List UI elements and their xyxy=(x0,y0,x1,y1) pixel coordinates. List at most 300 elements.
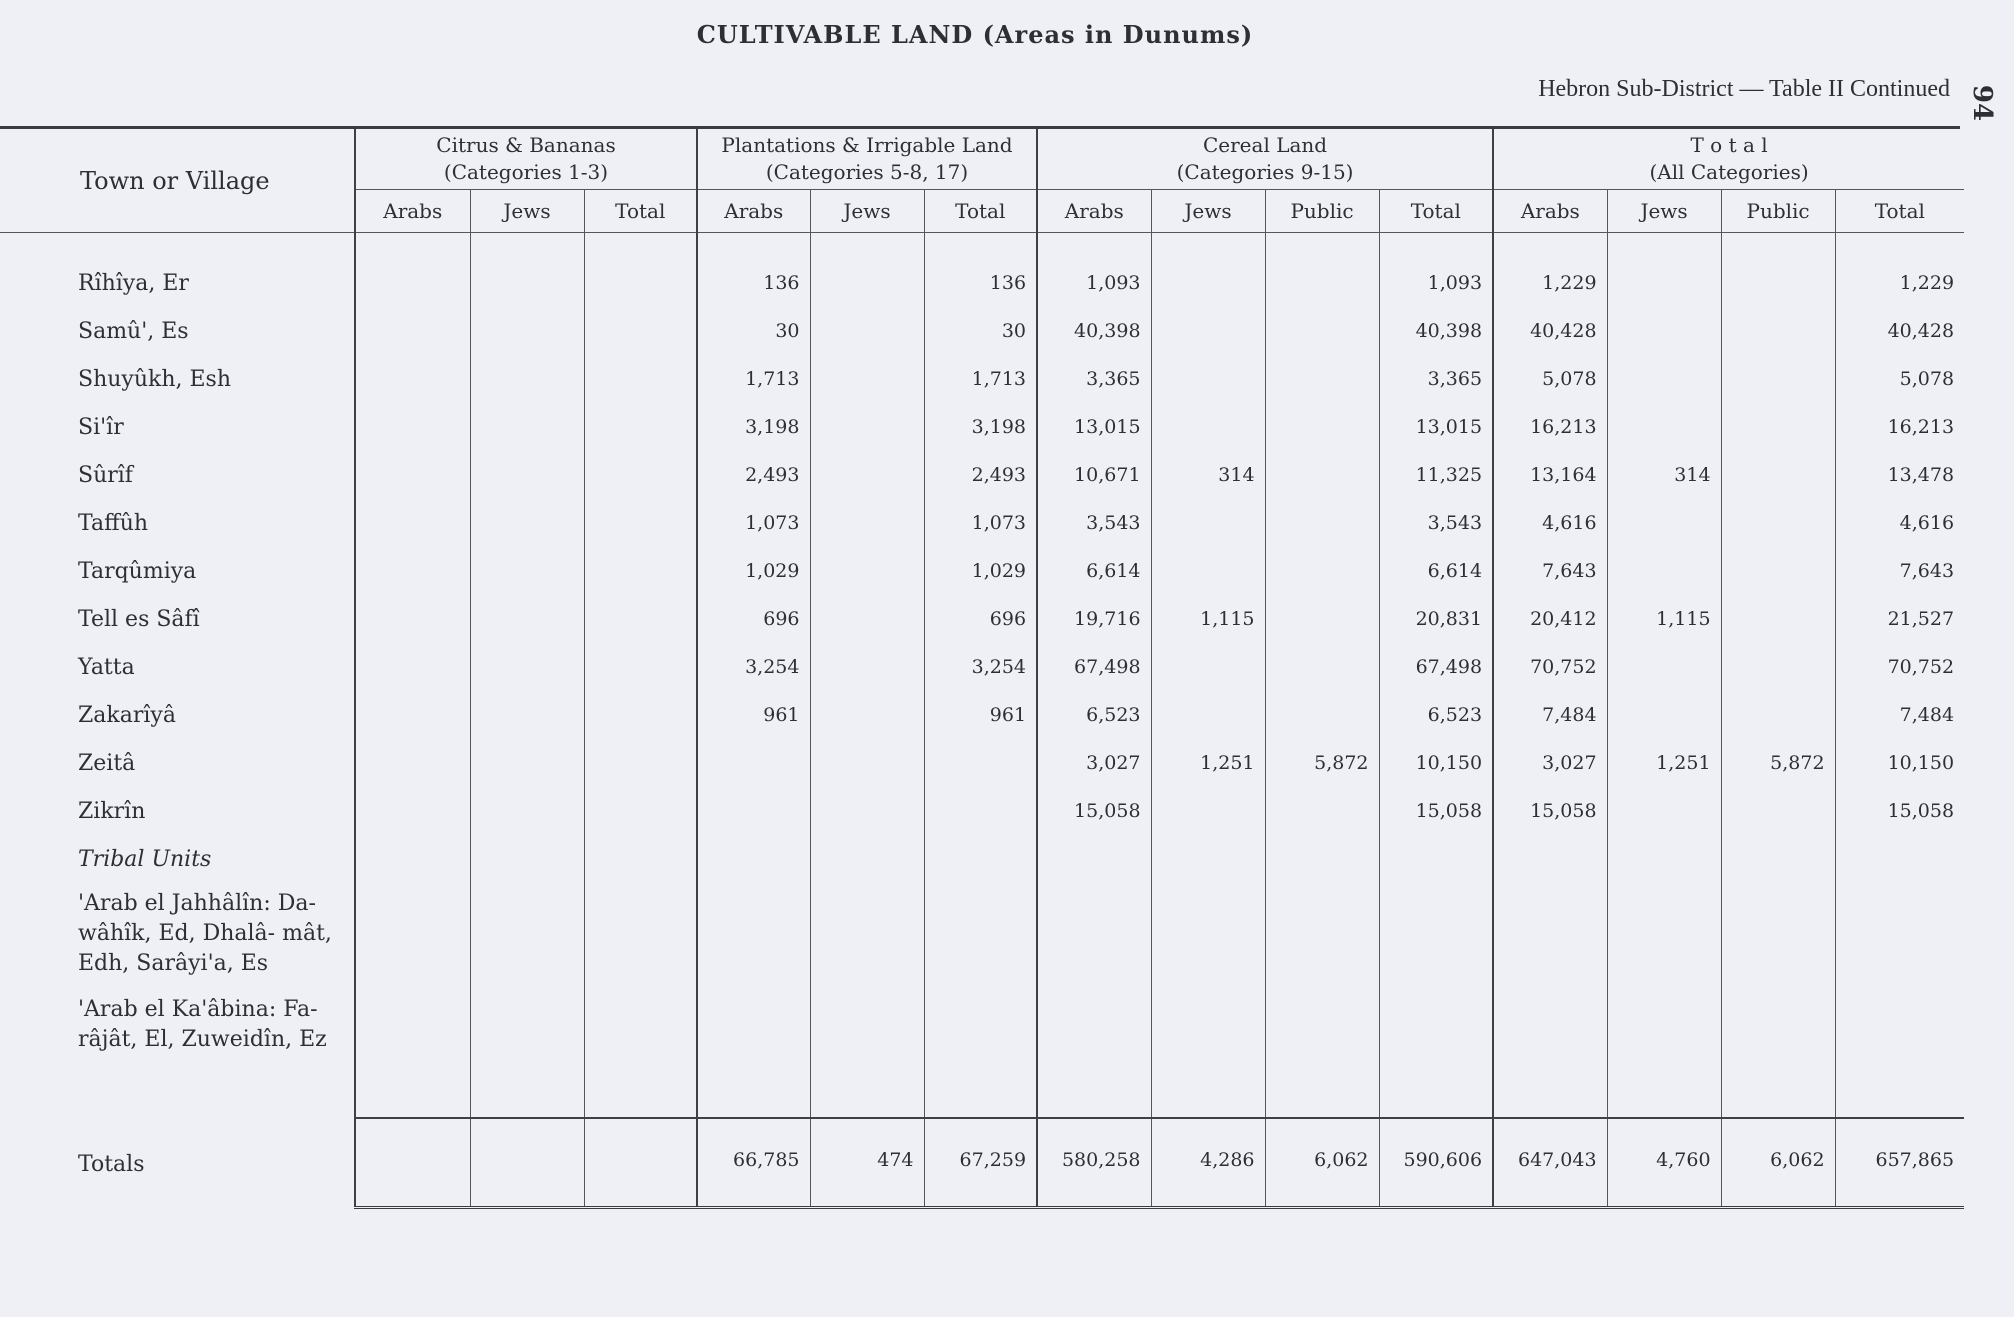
table-cell xyxy=(1607,835,1721,883)
table-cell xyxy=(924,233,1037,260)
table-row xyxy=(0,499,1964,547)
table-cell xyxy=(470,307,584,355)
table-cell xyxy=(1151,989,1265,1091)
table-cell: 11,325 xyxy=(1379,451,1493,499)
table-cell xyxy=(584,883,697,989)
table-cell xyxy=(470,403,584,451)
tribal-unit-row xyxy=(0,989,1964,1091)
table-cell xyxy=(1721,547,1835,595)
group-header-line: (All Categories) xyxy=(1649,160,1809,184)
table-cell xyxy=(697,835,810,883)
table-cell xyxy=(1265,989,1379,1091)
table-cell: 7,484 xyxy=(1493,691,1607,739)
table-cell xyxy=(1721,787,1835,835)
table-cell: 1,073 xyxy=(924,499,1037,547)
table-cell xyxy=(697,787,810,835)
table-cell xyxy=(470,989,584,1091)
table-cell xyxy=(1721,883,1835,989)
table-cell: 3,027 xyxy=(1493,739,1607,787)
table-cell xyxy=(1835,835,1964,883)
column-header: Jews xyxy=(810,190,924,233)
table-cell xyxy=(1721,233,1835,260)
table-cell xyxy=(810,691,924,739)
table-cell: 4,286 xyxy=(1151,1118,1265,1200)
bottom-rule-cell xyxy=(924,1200,1037,1208)
table-cell xyxy=(584,835,697,883)
column-header: Arabs xyxy=(697,190,810,233)
table-row xyxy=(0,595,1964,643)
table-cell xyxy=(1151,883,1265,989)
table-cell xyxy=(1265,883,1379,989)
table-cell xyxy=(1265,835,1379,883)
table-cell xyxy=(810,403,924,451)
table-subtitle: Hebron Sub-District — Table II Continued xyxy=(1538,76,1950,102)
table-cell: 5,872 xyxy=(1721,739,1835,787)
table-cell xyxy=(470,739,584,787)
table-cell xyxy=(924,739,1037,787)
table-cell: 961 xyxy=(697,691,810,739)
table-cell xyxy=(584,643,697,691)
table-cell xyxy=(1151,835,1265,883)
table-cell: 1,229 xyxy=(1835,259,1964,307)
table-cell xyxy=(470,1091,584,1118)
table-cell: 7,484 xyxy=(1835,691,1964,739)
table-cell xyxy=(1265,643,1379,691)
village-name: Tell es Sâfî xyxy=(78,606,200,632)
table-cell xyxy=(1721,691,1835,739)
group-header-cereal xyxy=(1037,129,1493,190)
column-header: Total xyxy=(1379,190,1493,233)
table-cell: 961 xyxy=(924,691,1037,739)
table-cell xyxy=(810,835,924,883)
table-cell: 3,254 xyxy=(924,643,1037,691)
table-cell: 30 xyxy=(697,307,810,355)
table-cell: 15,058 xyxy=(1493,787,1607,835)
table-cell xyxy=(1265,233,1379,260)
column-header: Jews xyxy=(1151,190,1265,233)
table-row xyxy=(0,259,1964,307)
table-cell xyxy=(810,499,924,547)
table-cell: 16,213 xyxy=(1493,403,1607,451)
table-cell xyxy=(584,547,697,595)
column-header: Arabs xyxy=(1037,190,1151,233)
table-cell xyxy=(1607,883,1721,989)
table-cell xyxy=(1607,233,1721,260)
group-header-line: Citrus & Bananas xyxy=(436,133,616,157)
table-cell: 40,428 xyxy=(1835,307,1964,355)
table-cell: 3,543 xyxy=(1379,499,1493,547)
table-cell xyxy=(1721,1091,1835,1118)
table-cell xyxy=(1151,403,1265,451)
group-header-total xyxy=(1493,129,1964,190)
totals-label: Totals xyxy=(78,1151,145,1177)
table-cell: 67,498 xyxy=(1379,643,1493,691)
table-cell: 13,478 xyxy=(1835,451,1964,499)
table-cell: 19,716 xyxy=(1037,595,1151,643)
village-name: Samû', Es xyxy=(78,318,189,344)
table-cell xyxy=(810,307,924,355)
table-cell xyxy=(1151,307,1265,355)
table-cell xyxy=(924,883,1037,989)
table-cell: 1,029 xyxy=(924,547,1037,595)
table-cell xyxy=(584,739,697,787)
table-cell xyxy=(355,595,470,643)
column-header: Total xyxy=(924,190,1037,233)
table-cell xyxy=(1607,787,1721,835)
table-cell: 314 xyxy=(1607,451,1721,499)
table-cell xyxy=(924,1091,1037,1118)
table-row xyxy=(0,643,1964,691)
table-cell: 66,785 xyxy=(697,1118,810,1200)
table-row xyxy=(0,355,1964,403)
table-cell xyxy=(1265,595,1379,643)
table-cell xyxy=(1721,643,1835,691)
bottom-rule-cell xyxy=(1607,1200,1721,1208)
village-name: Si'îr xyxy=(78,414,124,440)
table-cell xyxy=(1151,499,1265,547)
table-cell: 6,614 xyxy=(1037,547,1151,595)
table-cell: 3,365 xyxy=(1037,355,1151,403)
table-cell: 3,198 xyxy=(697,403,810,451)
table-cell xyxy=(1607,499,1721,547)
village-name: Zeitâ xyxy=(78,750,136,776)
table-cell: 6,614 xyxy=(1379,547,1493,595)
spacer-cell xyxy=(0,1200,355,1208)
table-cell xyxy=(1835,233,1964,260)
table-cell xyxy=(1151,547,1265,595)
page-number: 94 xyxy=(1966,84,1997,122)
table-cell xyxy=(584,1091,697,1118)
table-cell xyxy=(470,691,584,739)
bottom-rule-cell xyxy=(1721,1200,1835,1208)
table-cell: 40,428 xyxy=(1493,307,1607,355)
table-cell: 136 xyxy=(924,259,1037,307)
table-cell xyxy=(1379,1091,1493,1118)
table-cell: 2,493 xyxy=(697,451,810,499)
table-cell: 314 xyxy=(1151,451,1265,499)
table-cell xyxy=(810,547,924,595)
tribal-units-heading: Tribal Units xyxy=(78,846,212,872)
bottom-rule-cell xyxy=(1037,1200,1151,1208)
table-cell: 67,259 xyxy=(924,1118,1037,1200)
table-cell: 15,058 xyxy=(1037,787,1151,835)
table-row xyxy=(0,451,1964,499)
table-cell xyxy=(355,233,470,260)
table-cell xyxy=(697,233,810,260)
table-cell xyxy=(1607,259,1721,307)
table-cell xyxy=(697,1091,810,1118)
table-cell xyxy=(1151,355,1265,403)
table-cell: 70,752 xyxy=(1493,643,1607,691)
bottom-rule-cell xyxy=(355,1200,470,1208)
village-name: Tarqûmiya xyxy=(78,558,197,584)
table-cell: 70,752 xyxy=(1835,643,1964,691)
bottom-rule-cell xyxy=(470,1200,584,1208)
table-cell xyxy=(1721,403,1835,451)
table-cell xyxy=(1835,883,1964,989)
column-header: Arabs xyxy=(355,190,470,233)
table-cell xyxy=(924,989,1037,1091)
spacer-cell xyxy=(0,233,355,260)
table-cell: 30 xyxy=(924,307,1037,355)
table-cell: 16,213 xyxy=(1835,403,1964,451)
table-cell: 1,115 xyxy=(1607,595,1721,643)
table-cell xyxy=(924,835,1037,883)
table-cell: 6,062 xyxy=(1265,1118,1379,1200)
table-cell xyxy=(1037,883,1151,989)
table-cell xyxy=(470,451,584,499)
table-row xyxy=(0,307,1964,355)
column-header: Jews xyxy=(470,190,584,233)
table-cell xyxy=(1151,259,1265,307)
table-cell xyxy=(355,451,470,499)
group-header-citrus xyxy=(355,129,697,190)
group-header-line: (Categories 1-3) xyxy=(443,160,609,184)
table-cell xyxy=(1265,1091,1379,1118)
column-header: Jews xyxy=(1607,190,1721,233)
table-cell xyxy=(584,307,697,355)
table-row xyxy=(0,787,1964,835)
bottom-rule-cell xyxy=(1379,1200,1493,1208)
table-cell xyxy=(1721,355,1835,403)
bottom-rule-cell xyxy=(1835,1200,1964,1208)
table-cell xyxy=(355,883,470,989)
table-cell xyxy=(470,233,584,260)
table-cell xyxy=(470,787,584,835)
table-cell xyxy=(355,307,470,355)
table-cell xyxy=(1379,989,1493,1091)
table-cell xyxy=(470,595,584,643)
table-cell: 3,365 xyxy=(1379,355,1493,403)
table-cell xyxy=(1607,307,1721,355)
table-cell: 1,093 xyxy=(1379,259,1493,307)
table-cell xyxy=(1265,259,1379,307)
table-cell xyxy=(584,595,697,643)
table-cell xyxy=(1607,1091,1721,1118)
cultivable-land-table xyxy=(0,129,1964,1209)
village-name: Zikrîn xyxy=(78,798,146,824)
bottom-rule-cell xyxy=(810,1200,924,1208)
table-cell xyxy=(1037,835,1151,883)
table-cell: 10,150 xyxy=(1379,739,1493,787)
table-cell xyxy=(470,1118,584,1200)
bottom-rule-cell xyxy=(1265,1200,1379,1208)
table-cell xyxy=(1493,233,1607,260)
table-cell xyxy=(1835,989,1964,1091)
table-cell: 590,606 xyxy=(1379,1118,1493,1200)
table-cell xyxy=(697,883,810,989)
spacer-row xyxy=(0,233,1964,260)
table-cell xyxy=(924,787,1037,835)
table-cell xyxy=(584,259,697,307)
table-cell: 6,523 xyxy=(1037,691,1151,739)
table-cell xyxy=(355,499,470,547)
table-cell: 136 xyxy=(697,259,810,307)
table-cell xyxy=(355,1091,470,1118)
table-cell xyxy=(1037,989,1151,1091)
table-cell xyxy=(1721,307,1835,355)
table-cell: 657,865 xyxy=(1835,1118,1964,1200)
table-cell xyxy=(810,233,924,260)
table-cell: 1,073 xyxy=(697,499,810,547)
table-cell xyxy=(1151,1091,1265,1118)
table-cell xyxy=(1607,355,1721,403)
table-cell: 15,058 xyxy=(1379,787,1493,835)
table-cell xyxy=(355,643,470,691)
village-name: Yatta xyxy=(78,654,135,680)
table-cell xyxy=(584,989,697,1091)
table-cell xyxy=(810,355,924,403)
table-cell xyxy=(1265,307,1379,355)
table-cell: 1,115 xyxy=(1151,595,1265,643)
table-cell: 21,527 xyxy=(1835,595,1964,643)
table-row xyxy=(0,691,1964,739)
table-cell: 696 xyxy=(697,595,810,643)
table-cell xyxy=(355,355,470,403)
table-row xyxy=(0,547,1964,595)
table-cell xyxy=(810,595,924,643)
table-cell xyxy=(1493,883,1607,989)
table-cell xyxy=(355,403,470,451)
table-cell xyxy=(1037,1091,1151,1118)
table-cell xyxy=(1721,835,1835,883)
table-cell xyxy=(584,451,697,499)
table-cell: 4,760 xyxy=(1607,1118,1721,1200)
table-cell xyxy=(1151,643,1265,691)
column-header: Total xyxy=(584,190,697,233)
table-cell: 3,198 xyxy=(924,403,1037,451)
table-cell xyxy=(355,835,470,883)
table-cell xyxy=(1493,1091,1607,1118)
table-cell xyxy=(355,259,470,307)
table-row xyxy=(0,403,1964,451)
table-cell xyxy=(810,1091,924,1118)
table-cell xyxy=(1151,787,1265,835)
table-cell: 1,029 xyxy=(697,547,810,595)
group-header-line: T o t a l xyxy=(1690,133,1768,157)
table-cell xyxy=(1721,499,1835,547)
table-cell xyxy=(355,1118,470,1200)
table-cell xyxy=(810,739,924,787)
group-header-line: (Categories 9-15) xyxy=(1176,160,1354,184)
table-cell xyxy=(1835,1091,1964,1118)
village-name: Sûrîf xyxy=(78,462,133,488)
table-cell xyxy=(355,787,470,835)
table-cell xyxy=(1721,259,1835,307)
table-cell xyxy=(810,883,924,989)
table-cell: 5,078 xyxy=(1493,355,1607,403)
table-cell xyxy=(584,499,697,547)
table-cell xyxy=(810,259,924,307)
table-cell xyxy=(1265,547,1379,595)
column-header: Total xyxy=(1835,190,1964,233)
table-cell xyxy=(470,499,584,547)
group-header-line: Plantations & Irrigable Land xyxy=(721,133,1013,157)
table-cell: 6,523 xyxy=(1379,691,1493,739)
table-cell xyxy=(1265,355,1379,403)
table-cell: 40,398 xyxy=(1379,307,1493,355)
table-cell xyxy=(470,883,584,989)
table-cell xyxy=(697,739,810,787)
table-cell: 4,616 xyxy=(1493,499,1607,547)
table-cell xyxy=(1721,989,1835,1091)
tribal-unit-name: 'Arab el Ka'âbina: Fa- râjât, El, Zuweidîn, Ez xyxy=(78,997,327,1052)
table-cell: 15,058 xyxy=(1835,787,1964,835)
table-cell xyxy=(1265,691,1379,739)
table-cell: 1,713 xyxy=(697,355,810,403)
table-cell: 696 xyxy=(924,595,1037,643)
table-cell xyxy=(470,259,584,307)
table-cell: 2,493 xyxy=(924,451,1037,499)
column-header: Public xyxy=(1265,190,1379,233)
table-cell xyxy=(1493,989,1607,1091)
table-cell: 3,254 xyxy=(697,643,810,691)
table-cell xyxy=(470,355,584,403)
table-cell xyxy=(697,989,810,1091)
table-cell: 1,251 xyxy=(1607,739,1721,787)
totals-row xyxy=(0,1118,1964,1200)
table-cell xyxy=(355,739,470,787)
table-cell: 13,015 xyxy=(1037,403,1151,451)
table-cell xyxy=(1607,691,1721,739)
table-cell: 7,643 xyxy=(1835,547,1964,595)
tribal-heading-row xyxy=(0,835,1964,883)
table-cell xyxy=(1607,547,1721,595)
table-cell xyxy=(584,1118,697,1200)
table-cell: 13,015 xyxy=(1379,403,1493,451)
table-cell: 20,412 xyxy=(1493,595,1607,643)
table-cell xyxy=(810,989,924,1091)
table-cell xyxy=(1607,403,1721,451)
bottom-rule-cell xyxy=(1493,1200,1607,1208)
table-body xyxy=(0,233,1964,1208)
table-cell xyxy=(1379,835,1493,883)
village-name: Taffûh xyxy=(78,510,149,536)
group-header-line: (Categories 5-8, 17) xyxy=(765,160,969,184)
table-cell: 20,831 xyxy=(1379,595,1493,643)
table-cell: 647,043 xyxy=(1493,1118,1607,1200)
table-row xyxy=(0,739,1964,787)
table-cell xyxy=(1721,451,1835,499)
table-cell: 1,713 xyxy=(924,355,1037,403)
group-header-plantations xyxy=(697,129,1037,190)
table-cell xyxy=(1265,403,1379,451)
table-cell xyxy=(355,989,470,1091)
table-cell xyxy=(810,643,924,691)
table-cell xyxy=(470,835,584,883)
table-cell: 40,398 xyxy=(1037,307,1151,355)
table-cell xyxy=(1151,233,1265,260)
bottom-rule-cell xyxy=(697,1200,810,1208)
table-cell xyxy=(355,547,470,595)
table-cell: 7,643 xyxy=(1493,547,1607,595)
group-header-row xyxy=(0,129,1964,190)
village-name: Shuyûkh, Esh xyxy=(78,366,232,392)
bottom-rule-cell xyxy=(584,1200,697,1208)
table-cell xyxy=(810,787,924,835)
table-cell: 474 xyxy=(810,1118,924,1200)
table-cell xyxy=(1265,451,1379,499)
table-cell xyxy=(355,691,470,739)
bottom-rule-cell xyxy=(1151,1200,1265,1208)
table-cell: 3,027 xyxy=(1037,739,1151,787)
table-cell: 4,616 xyxy=(1835,499,1964,547)
page-title: CULTIVABLE LAND (Areas in Dunums) xyxy=(696,20,1254,49)
table-cell: 10,671 xyxy=(1037,451,1151,499)
table-cell xyxy=(1265,787,1379,835)
table-cell xyxy=(1607,989,1721,1091)
table-cell: 3,543 xyxy=(1037,499,1151,547)
